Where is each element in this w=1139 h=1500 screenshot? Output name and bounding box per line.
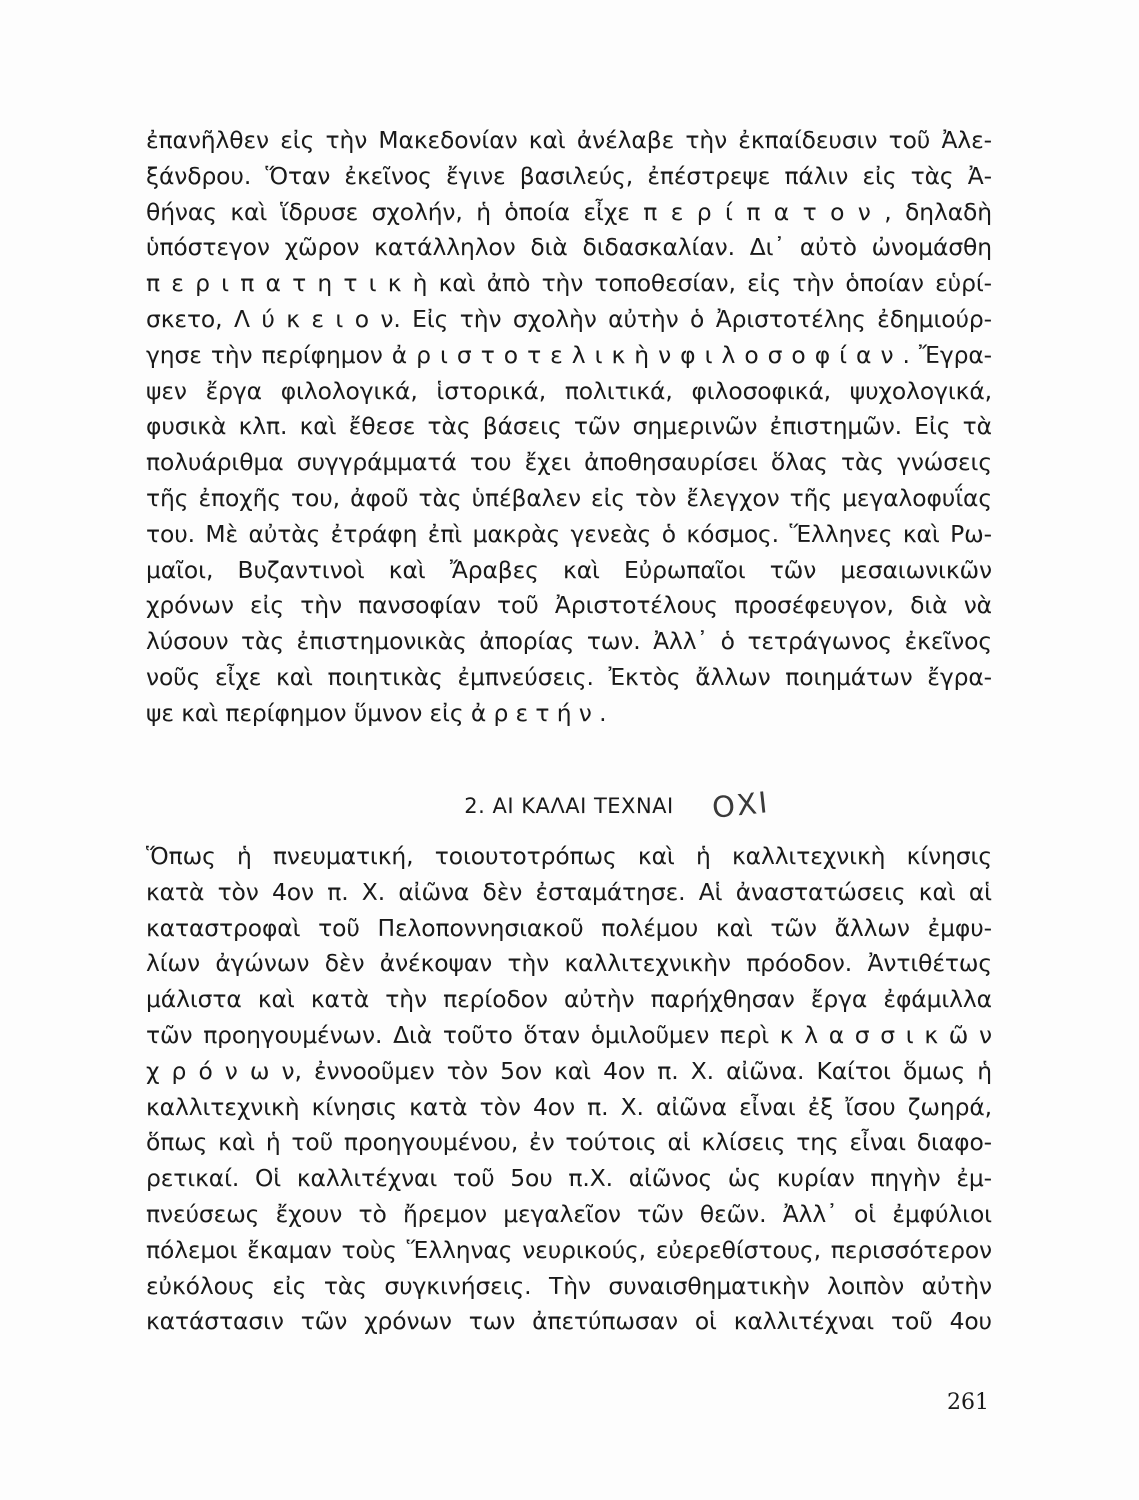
text-line: φυσικὰ κλπ. καὶ ἔθεσε τὰς βάσεις τῶν σημερινῶν ἐπιστημῶν. Εἰς τὰ xyxy=(146,412,992,441)
section-heading: 2. ΑΙ ΚΑΛΑΙ ΤΕΧΝΑΙ xyxy=(464,794,674,818)
text-line: ρετικαί. Οἱ καλλιτέχναι τοῦ 5ου π.Χ. αἰῶνος ὡς κυρίαν πηγὴν ἐμ- xyxy=(146,1164,992,1193)
text-line: καλλιτεχνικὴ κίνησις κατὰ τὸν 4ον π. Χ. αἰῶνα εἶναι ἐξ ἴσου ζωηρά, xyxy=(146,1092,992,1121)
text-line: χρόνων εἰς τὴν πανσοφίαν τοῦ Ἀριστοτέλους προσέφευγον, διὰ νὰ xyxy=(146,591,992,620)
text-line: ψε καὶ περίφημον ὕμνον εἰς ἀ ρ ε τ ή ν . xyxy=(146,698,607,727)
text-line: χ ρ ό ν ω ν, ἐννοοῦμεν τὸν 5ον καὶ 4ον π. Χ. αἰῶνα. Καίτοι ὅμως ἡ xyxy=(146,1056,992,1085)
text-line: μάλιστα καὶ κατὰ τὴν περίοδον αὐτὴν παρήχθησαν ἔργα ἐφάμιλλα xyxy=(146,985,992,1014)
text-line: μαῖοι, Βυζαντινοὶ καὶ Ἄραβες καὶ Εὐρωπαῖοι τῶν μεσαιωνικῶν xyxy=(146,555,992,584)
text-line: νοῦς εἶχε καὶ ποιητικὰς ἐμπνεύσεις. Ἐκτὸς ἄλλων ποιημάτων ἔγρα- xyxy=(146,662,992,691)
text-line: ξάνδρου. Ὅταν ἐκεῖνος ἔγινε βασιλεύς, ἐπέστρεψε πάλιν εἰς τὰς Ἀ- xyxy=(146,161,992,190)
section-1-text xyxy=(146,123,992,732)
text-line: σκετο, Λ ύ κ ε ι ο ν. Εἰς τὴν σχολὴν αὐτὴν ὁ Ἀριστοτέλης ἐδημιούρ- xyxy=(146,304,992,333)
text-line: του. Μὲ αὐτὰς ἐτράφη ἐπὶ μακρὰς γενεὰς ὁ κόσμος. Ἕλληνες καὶ Ρω- xyxy=(146,519,992,548)
text-line: πνεύσεως ἔχουν τὸ ἤρεμον μεγαλεῖον τῶν θεῶν. Ἀλλ᾽ οἱ ἐμφύλιοι xyxy=(146,1199,992,1228)
text-line: λίων ἀγώνων δὲν ἀνέκοψαν τὴν καλλιτεχνικὴν πρόοδον. Ἀντιθέτως xyxy=(146,949,992,978)
text-line: ὑπόστεγον χῶρον κατάλληλον διὰ διδασκαλίαν. Δι᾽ αὐτὸ ὠνομάσθη xyxy=(146,233,992,262)
text-line: ψεν ἔργα φιλολογικά, ἱστορικά, πολιτικά, φιλοσοφικά, ψυχολογικά, xyxy=(146,376,992,405)
text-line: Ὅπως ἡ πνευματική, τοιουτοτρόπως καὶ ἡ καλλιτεχνικὴ κίνησις xyxy=(146,842,992,870)
text-line: γησε τὴν περίφημον ἀ ρ ι σ τ ο τ ε λ ι κ ὴ ν φ ι λ ο σ ο φ ί α ν . Ἔγρα- xyxy=(146,340,992,369)
text-line: κατὰ τὸν 4ον π. Χ. αἰῶνα δὲν ἐσταμάτησε. Αἱ ἀναστατώσεις καὶ αἱ xyxy=(146,877,992,906)
text-line: λύσουν τὰς ἐπιστημονικὰς ἀπορίας των. Ἀλλ᾽ ὁ τετράγωνος ἐκεῖνος xyxy=(146,627,992,656)
text-line: θήνας καὶ ἵδρυσε σχολήν, ἡ ὁποία εἶχε π ε ρ ί π α τ ο ν , δηλαδὴ xyxy=(146,197,992,226)
text-line: τῆς ἐποχῆς του, ἀφοῦ τὰς ὑπέβαλεν εἰς τὸν ἔλεγχον τῆς μεγαλοφυΐας xyxy=(146,483,992,512)
page-number: 261 xyxy=(947,1390,989,1415)
text-line: πόλεμοι ἔκαμαν τοὺς Ἕλληνας νευρικούς, εὐερεθίστους, περισσότερον xyxy=(146,1235,992,1264)
text-line: εὐκόλους εἰς τὰς συγκινήσεις. Τὴν συναισθηματικὴν λοιπὸν αὐτὴν xyxy=(146,1271,992,1300)
text-line: καταστροφαὶ τοῦ Πελοποννησιακοῦ πολέμου καὶ τῶν ἄλλων ἐμφυ- xyxy=(146,913,992,942)
section-2-text xyxy=(146,839,992,1340)
text-line: τῶν προηγουμένων. Διὰ τοῦτο ὅταν ὁμιλοῦμεν περὶ κ λ α σ σ ι κ ῶ ν xyxy=(146,1020,992,1049)
text-line: ὅπως καὶ ἡ τοῦ προηγουμένου, ἐν τούτοις αἱ κλίσεις της εἶναι διαφο- xyxy=(146,1128,992,1157)
text-line: πολυάριθμα συγγράμματά του ἔχει ἀποθησαυρίσει ὅλας τὰς γνώσεις xyxy=(146,448,992,477)
text-line: π ε ρ ι π α τ η τ ι κ ὴ καὶ ἀπὸ τὴν τοποθεσίαν, εἰς τὴν ὁποίαν εὑρί- xyxy=(146,269,992,298)
text-line: ἐπανῆλθεν εἰς τὴν Μακεδονίαν καὶ ἀνέλαβε τὴν ἐκπαίδευσιν τοῦ Ἀλε- xyxy=(146,126,992,154)
handwritten-annotation: ΟΧΙ xyxy=(710,785,771,825)
text-line: κατάστασιν τῶν χρόνων των ἀπετύπωσαν οἱ καλλιτέχναι τοῦ 4ου xyxy=(146,1307,992,1336)
